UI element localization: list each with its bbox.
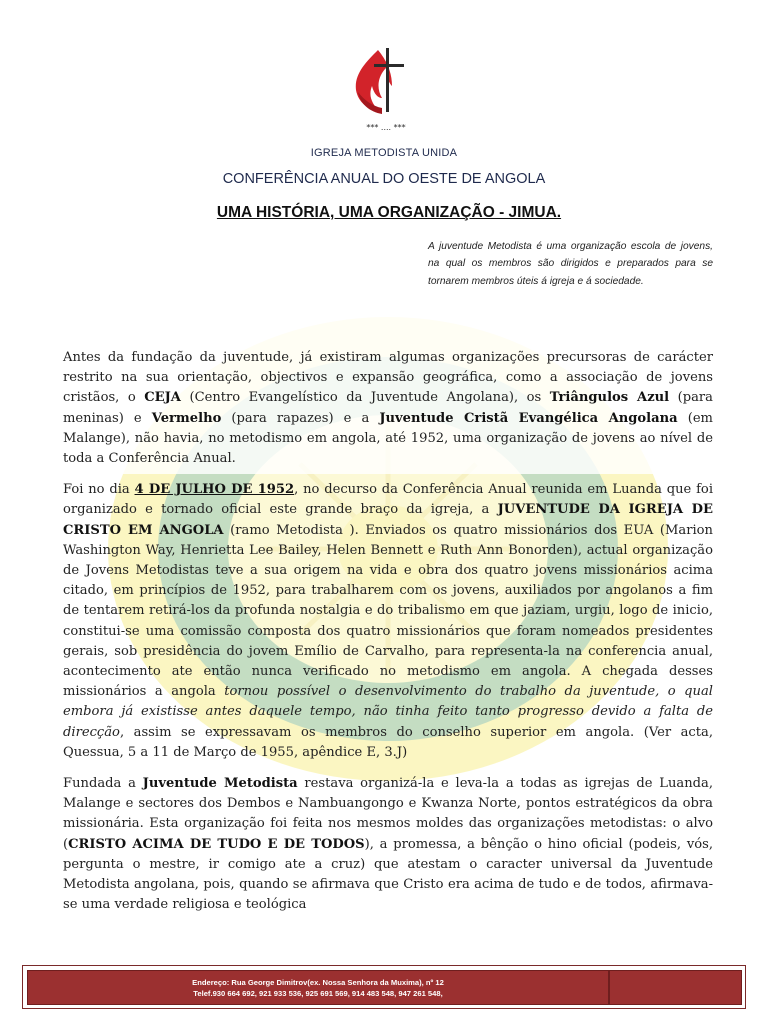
bold-juventude-igreja: JUVENTUDE DA IGREJA DE CRISTO EM ANGOLA [63, 502, 713, 538]
bold-juventude-metodista: Juventude Metodista [142, 776, 298, 792]
document-body [63, 348, 713, 926]
bold-vermelho: Vermelho [151, 410, 222, 426]
epigraph-quote: A juventude Metodista é uma organização escola de jovens, na qual os membros são dirigidos e preparados para se tornarem membros úteis á igreja e á sociedade. [428, 241, 713, 287]
church-name: IGREJA METODISTA UNIDA [310, 147, 458, 159]
paragraph-foundation: Foi no dia 4 DE JULHO DE 1952, no decurso da Conferência Anual reunida em Luanda que foi organizado e tornado oficial este grande braço da igreja, a JUVENTUDE DA IGREJA DE CRISTO EM ANGOLA (ramo Metodista ). Enviados os quatro missionários dos EUA (Marion Washington Way, Henrietta Lee Bailey, Helen Bennett e Ruth Ann Bonorden), actual organização de Jovens Metodistas teve a sua origem na vida e obra dos quatro jovens missionários acima citado, em princípios de 1952, para trabalharem com os jovens, auxiliados por angolanos a fim de tentarem retirá-los da profunda nostalgia e do tribalismo em que jaziam, urgiu, logo de inicio, constitui-se uma comissão composta dos quatro missionários que foram nomeados presidentes gerais, sob presidência do jovem Emílio de Carvalho, para representa-la na conferencia anual, acontecimento ate então nunca verificado no metodismo em angola. A chegada desses missionários a angola tornou possível o desenvolvimento do trabalho da juventude, o qual embora já existisse antes daquele tempo, não tinha feito tanto progresso devido a falta de direcção, assim se expressavam os membros do conselho superior em angola. (Ver acta, Quessua, 5 a 11 de Março de 1955, apêndice E, 3.J) [63, 482, 714, 760]
cross-icon [386, 48, 389, 112]
page-title: UMA HISTÓRIA, UMA ORGANIZAÇÃO - JIMUA. [216, 204, 562, 221]
bold-ceja: CEJA [144, 390, 181, 406]
footer [22, 965, 746, 1009]
logo-stars: *** .... *** [366, 123, 406, 132]
footer-phones: Telef.930 664 692, 921 933 536, 925 691 569, 914 483 548, 947 261 548, [193, 989, 443, 998]
footer-contact-box [27, 970, 609, 1005]
conference-name: CONFERÊNCIA ANUAL DO OESTE DE ANGOLA [222, 171, 546, 187]
bold-motto: CRISTO ACIMA DE TUDO E DE TODOS [68, 836, 365, 852]
paragraph-precursors: Antes da fundação da juventude, já existiram algumas organizações precursoras de carácter restrito na sua orientação, objectivos e expansão geográfica, como a associação de jovens cristãos, o CEJA (Centro Evangelístico da Juventude Angolana), os Triângulos Azul (para meninas) e Vermelho (para rapazes) e a Juventude Cristã Evangélica Angolana (em Malange), não havia, no metodismo em angola, até 1952, uma organização de jovens ao nível de toda a Conferência Anual. [63, 350, 713, 467]
paragraph-organization: Fundada a Juventude Metodista restava organizá-la e leva-la a todas as igrejas de Luanda, Malange e sectores dos Dembos e Nambuangongo e Kwanza Norte, pontos estratégicos da obra missionária. Esta organização foi feita nos mesmos moldes das organizações metodistas: o alvo (CRISTO ACIMA DE TUDO E DE TODOS), a promessa, a bênção o hino oficial (podeis, vós, pergunta o mestre, ir comigo ate a cruz) que atestam o caracter universal da Juventude Metodista angolana, pois, quando se afirmava que Cristo era acima de tudo e de todos, afirmava-se uma verdade religiosa e teológica [63, 776, 713, 913]
bold-juventude-crista: Juventude Cristã Evangélica Angolana [379, 410, 678, 426]
footer-address: Endereço: Rua George Dimitrov(ex. Nossa Senhora da Muxima), nº 12 [192, 978, 444, 987]
footer-side-box [609, 970, 742, 1005]
founding-date: 4 DE JULHO DE 1952 [134, 482, 295, 498]
methodist-cross-flame-logo [348, 40, 424, 140]
bold-triangulos-azul: Triângulos Azul [549, 390, 670, 406]
italic-quote: tornou possível o desenvolvimento do trabalho da juventude, o qual embora já existisse antes daquele tempo, não tinha feito tanto progresso devido a falta de direcção [63, 684, 713, 740]
